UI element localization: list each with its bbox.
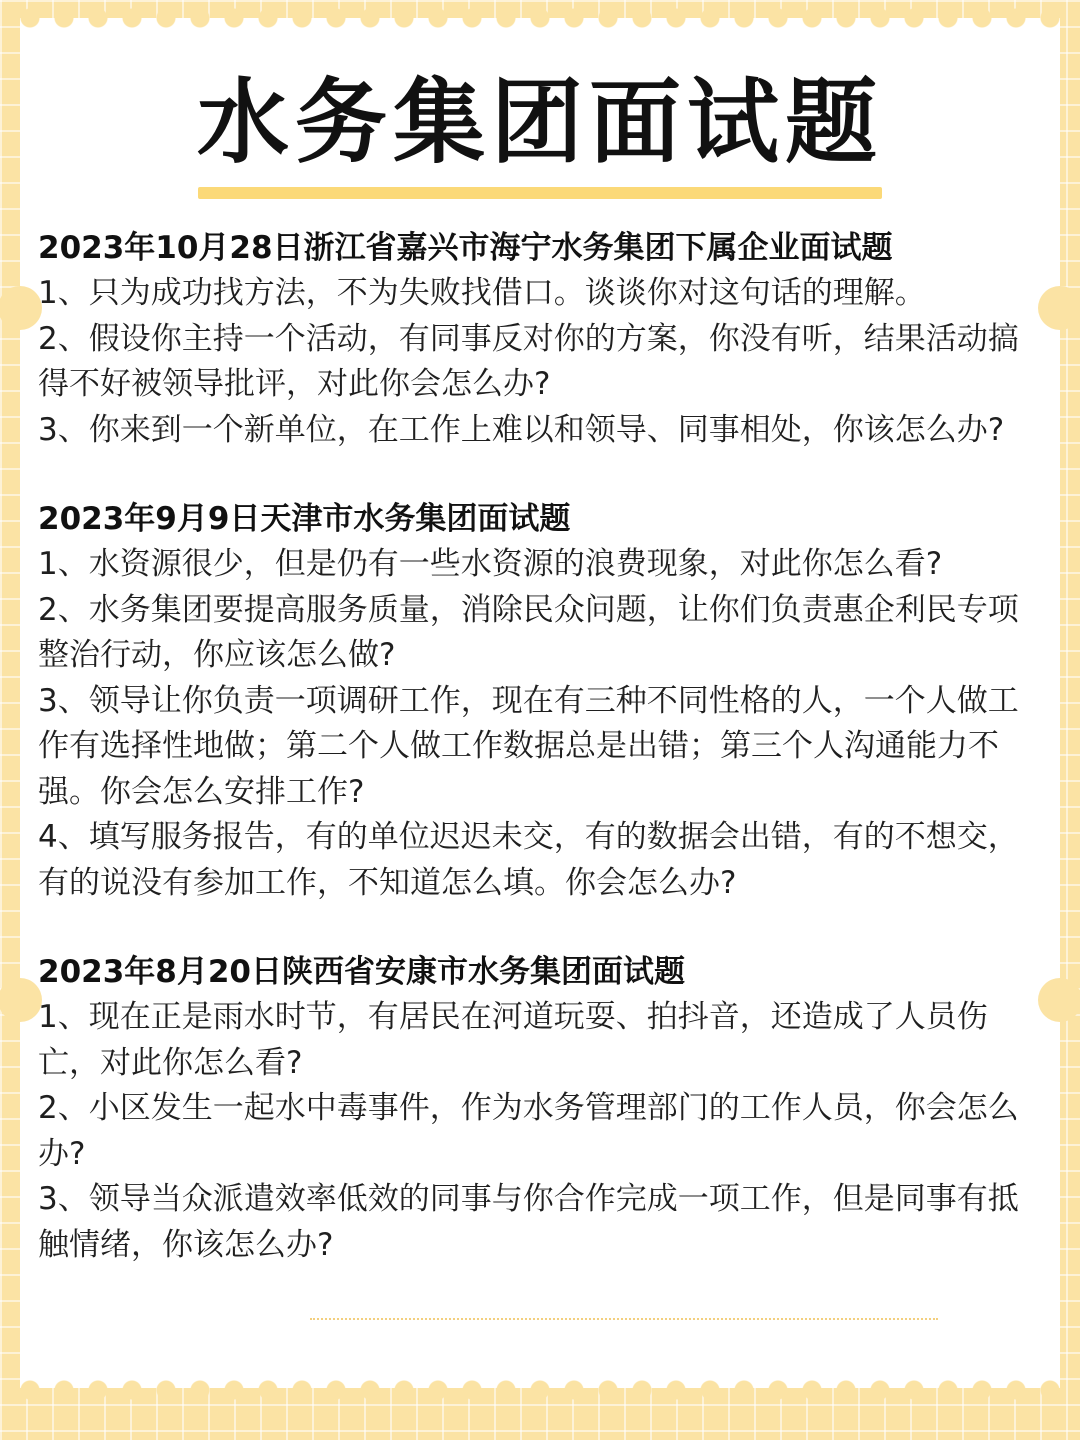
left-notch — [0, 286, 42, 330]
section-ankang — [38, 950, 1043, 1268]
section-heading: 2023年9月9日天津市水务集团面试题 — [38, 501, 571, 537]
section-tianjin — [38, 497, 1043, 906]
question-item: 3、领导让你负责一项调研工作，现在有三种不同性格的人，一个人做工作有选择性地做；第二个人做工作数据总是出错；第三个人沟通能力不强。你会怎么安排工作? — [38, 682, 1019, 810]
question-item: 2、水务集团要提高服务质量，消除民众问题，让你们负责惠企利民专项整治行动，你应该怎么做? — [38, 591, 1019, 673]
section-heading: 2023年10月28日浙江省嘉兴市海宁水务集团下属企业面试题 — [38, 230, 893, 266]
question-item: 2、假设你主持一个活动，有同事反对你的方案，你没有听，结果活动搞得不好被领导批评，对此你会怎么办? — [38, 320, 1019, 402]
section-heading: 2023年8月20日陕西省安康市水务集团面试题 — [38, 954, 685, 990]
top-scallop-edge — [20, 8, 1060, 28]
question-item: 1、只为成功找方法，不为失败找借口。谈谈你对这句话的理解。 — [38, 275, 926, 311]
right-notch — [1038, 286, 1080, 330]
left-notch — [0, 978, 42, 1022]
bottom-scallop-edge — [20, 1380, 1060, 1400]
question-item: 2、小区发生一起水中毒事件，作为水务管理部门的工作人员，你会怎么办? — [38, 1090, 1019, 1172]
right-notch — [1038, 978, 1080, 1022]
section-haining — [38, 226, 1043, 453]
dotted-divider — [310, 1318, 938, 1320]
page-title: 水务集团面试题 — [196, 69, 883, 176]
question-item: 3、领导当众派遣效率低效的同事与你合作完成一项工作，但是同事有抵触情绪，你该怎么办? — [38, 1181, 1019, 1263]
question-item: 3、你来到一个新单位，在工作上难以和领导、同事相处，你该怎么办? — [38, 411, 1005, 448]
question-list — [38, 226, 1043, 1312]
title-underline — [198, 187, 882, 199]
question-item: 4、填写服务报告，有的单位迟迟未交，有的数据会出错，有的不想交，有的说没有参加工作，不知道怎么填。你会怎么办? — [38, 819, 1019, 901]
question-item: 1、现在正是雨水时节，有居民在河道玩耍、拍抖音，还造成了人员伤亡，对此你怎么看? — [38, 999, 988, 1081]
question-item: 1、水资源很少，但是仍有一些水资源的浪费现象，对此你怎么看? — [38, 546, 943, 582]
